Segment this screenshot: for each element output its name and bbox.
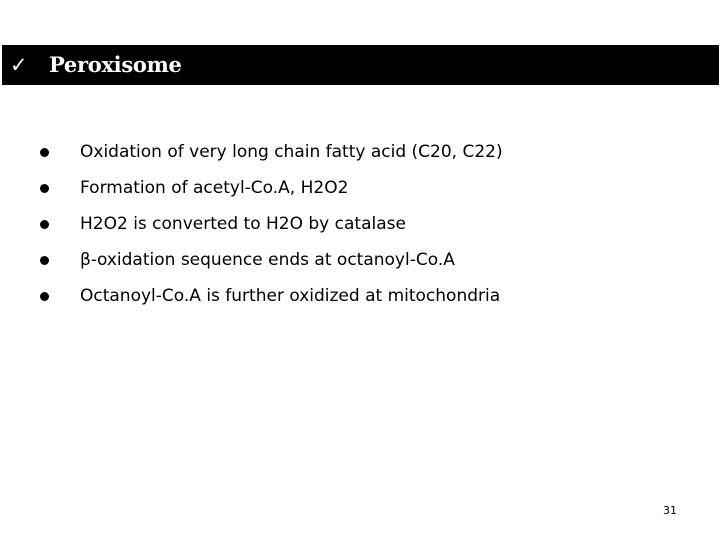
bullet-item-catalase [40,206,710,242]
bullet-text: Octanoyl-Co.A is further oxidized at mitochondria [80,286,501,306]
page-number: 31 [663,504,677,517]
bullet-item-beta-oxidation [40,242,710,278]
bullet-text: Formation of acetyl-Co.A, H2O2 [80,178,349,198]
bullet-dot-icon [40,148,49,157]
bullet-item-oxidation [40,134,710,170]
bullet-list [40,134,710,314]
bullet-text: β-oxidation sequence ends at octanoyl-Co.A [80,250,455,270]
slide-title: Peroxisome [49,52,182,77]
bullet-dot-icon [40,292,49,301]
bullet-item-mitochondria [40,278,710,314]
bullet-dot-icon [40,256,49,265]
bullet-dot-icon [40,184,49,193]
check-icon: ✓ [10,53,28,77]
bullet-dot-icon [40,220,49,229]
bullet-text: Oxidation of very long chain fatty acid (C20, C22) [80,142,503,162]
bullet-item-formation [40,170,710,206]
bullet-text: H2O2 is converted to H2O by catalase [80,214,406,234]
title-bar [2,45,719,85]
